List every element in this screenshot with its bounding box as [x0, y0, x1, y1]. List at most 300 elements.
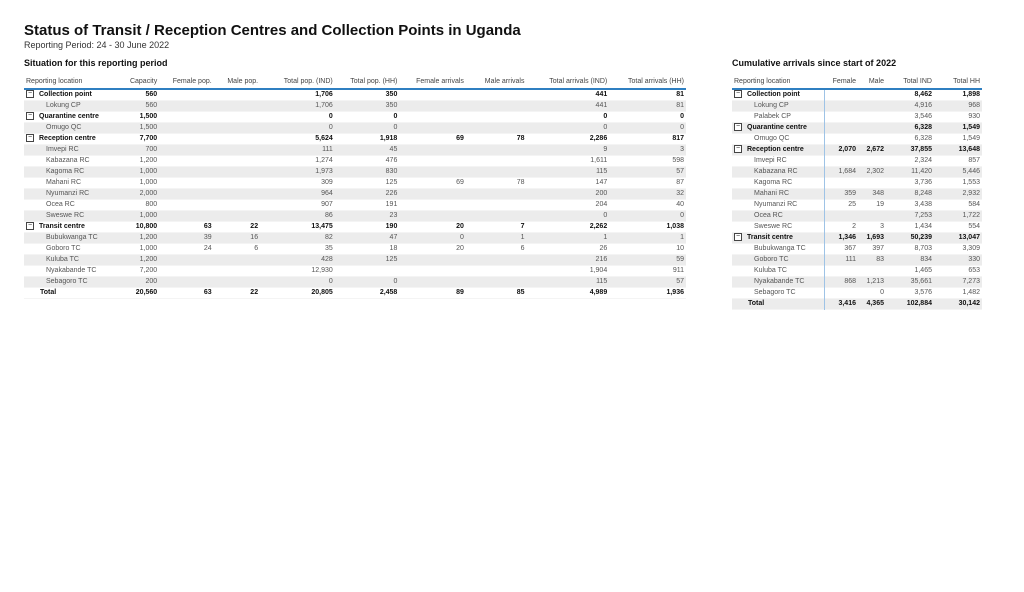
value-cell: 3,416	[824, 299, 858, 310]
cumulative-arrivals-table	[732, 73, 982, 310]
value-cell: 1,000	[139, 179, 158, 186]
value-cell: 7,200	[139, 267, 158, 274]
value-cell: 2,932	[962, 190, 980, 197]
value-cell: 554	[968, 223, 980, 230]
value-cell	[466, 156, 527, 167]
location-label: Reception centre	[747, 146, 804, 153]
minus-box-icon[interactable]: −	[735, 90, 741, 98]
value-cell: 13,648	[958, 146, 980, 153]
value-cell	[824, 156, 858, 167]
value-cell: 13,047	[958, 234, 980, 241]
location-cell	[24, 266, 117, 277]
cumulative-child-row	[732, 101, 982, 112]
value-cell: 57	[676, 168, 684, 175]
period-column-header[interactable]: Total pop. (IND)	[283, 78, 333, 85]
cumulative-child-row	[732, 200, 982, 211]
value-cell: 1,000	[139, 212, 158, 219]
location-cell	[24, 178, 117, 189]
value-cell	[159, 189, 213, 200]
value-cell: 1,038	[666, 223, 684, 230]
value-cell	[824, 288, 858, 299]
value-cell: 226	[385, 190, 398, 197]
value-cell: 0	[680, 124, 684, 131]
value-cell: 800	[145, 201, 158, 208]
value-cell	[214, 189, 260, 200]
value-cell: 22	[250, 223, 259, 230]
value-cell: 2	[824, 222, 858, 233]
value-cell: 111	[824, 255, 858, 266]
location-label: Imvepi RC	[46, 146, 79, 153]
location-label: Mahani RC	[754, 190, 790, 197]
location-label: Goboro TC	[754, 256, 789, 263]
value-cell: 35,661	[910, 278, 932, 285]
value-cell: 39	[203, 234, 212, 241]
value-cell: 1	[520, 234, 525, 241]
value-cell: 45	[389, 146, 398, 153]
value-cell	[159, 211, 213, 222]
section-title-cumulative: Cumulative arrivals since start of 2022	[732, 58, 897, 68]
value-cell	[159, 134, 213, 145]
value-cell: 930	[968, 113, 980, 120]
value-cell: 441	[595, 91, 608, 98]
value-cell: 7	[520, 223, 525, 230]
location-cell	[732, 112, 824, 123]
value-cell	[858, 112, 886, 123]
location-cell	[24, 167, 117, 178]
cumulative-column-header[interactable]: Total IND	[903, 78, 932, 85]
value-cell	[466, 277, 527, 288]
value-cell: 7,253	[914, 212, 932, 219]
value-cell: 47	[389, 234, 398, 241]
value-cell: 20,805	[311, 289, 333, 296]
period-column-header[interactable]: Male arrivals	[484, 78, 525, 85]
value-cell: 598	[672, 157, 684, 164]
value-cell: 85	[516, 289, 525, 296]
value-cell	[399, 112, 466, 123]
value-cell: 30,142	[958, 300, 980, 307]
value-cell: 653	[968, 267, 980, 274]
value-cell: 0	[393, 124, 398, 131]
value-cell	[214, 101, 260, 112]
value-cell	[858, 134, 886, 145]
period-child-row	[24, 101, 686, 112]
cumulative-group-row[interactable]	[732, 89, 982, 101]
value-cell	[466, 101, 527, 112]
minus-box-icon[interactable]: −	[27, 134, 33, 142]
cumulative-child-row	[732, 277, 982, 288]
value-cell: 83	[876, 256, 884, 263]
value-cell: 3	[680, 146, 684, 153]
value-cell	[466, 211, 527, 222]
value-cell	[159, 123, 213, 134]
location-label: Goboro TC	[46, 245, 81, 252]
value-cell: 204	[595, 201, 608, 208]
value-cell: 2,262	[589, 223, 608, 230]
value-cell: 1,500	[139, 124, 158, 131]
value-cell	[214, 156, 260, 167]
value-cell: 63	[203, 289, 212, 296]
value-cell: 6	[520, 245, 525, 252]
location-cell	[732, 156, 824, 167]
value-cell	[858, 178, 886, 189]
minus-box-icon[interactable]: −	[27, 222, 33, 230]
value-cell	[824, 178, 858, 189]
location-label: Sweswe RC	[46, 212, 85, 219]
value-cell: 964	[321, 190, 333, 197]
value-cell: 25	[824, 200, 858, 211]
location-cell	[732, 89, 824, 101]
value-cell: 69	[456, 179, 464, 186]
cumulative-child-row	[732, 222, 982, 233]
value-cell: 0	[603, 212, 608, 219]
period-column-header[interactable]: Total arrivals (HH)	[627, 78, 684, 85]
value-cell	[466, 89, 527, 101]
value-cell: 4,365	[866, 300, 884, 307]
value-cell	[466, 255, 527, 266]
cumulative-child-row	[732, 244, 982, 255]
section-title-reporting-period: Situation for this reporting period	[24, 58, 168, 68]
value-cell	[159, 112, 213, 123]
period-group-row[interactable]	[24, 89, 686, 101]
location-label: Collection point	[747, 91, 800, 98]
value-cell: 560	[145, 91, 158, 98]
value-cell	[466, 112, 527, 123]
period-child-row	[24, 178, 686, 189]
value-cell: 1,898	[962, 91, 980, 98]
period-column-header[interactable]: Reporting location	[26, 78, 83, 85]
value-cell: 147	[595, 179, 608, 186]
value-cell: 5,446	[962, 168, 980, 175]
value-cell	[399, 156, 466, 167]
location-cell	[24, 145, 117, 156]
value-cell: 3,736	[914, 179, 932, 186]
value-cell	[214, 200, 260, 211]
location-label: Total	[748, 300, 765, 307]
cumulative-child-row	[732, 189, 982, 200]
location-cell	[24, 255, 117, 266]
cumulative-column-header[interactable]: Reporting location	[734, 78, 791, 85]
value-cell: 1,706	[315, 91, 333, 98]
value-cell: 10	[676, 245, 684, 252]
location-label: Kuluba TC	[754, 267, 787, 274]
value-cell: 18	[389, 245, 398, 252]
value-cell: 1,200	[139, 234, 158, 241]
cumulative-child-row	[732, 255, 982, 266]
value-cell	[466, 200, 527, 211]
value-cell	[159, 255, 213, 266]
value-cell: 3,438	[914, 201, 932, 208]
location-cell	[24, 222, 117, 233]
value-cell: 1,000	[139, 245, 158, 252]
value-cell	[824, 112, 858, 123]
cumulative-column-header[interactable]: Female	[832, 78, 856, 85]
cumulative-child-row	[732, 156, 982, 167]
location-cell	[732, 222, 824, 233]
location-label: Mahani RC	[46, 179, 82, 186]
value-cell	[824, 266, 858, 277]
value-cell: 560	[145, 102, 158, 109]
minus-box-icon[interactable]: −	[27, 112, 33, 120]
location-cell	[732, 299, 824, 310]
value-cell: 359	[824, 189, 858, 200]
value-cell: 86	[324, 212, 333, 219]
location-label: Lokung CP	[46, 102, 81, 109]
minus-box-icon[interactable]: −	[735, 233, 741, 241]
value-cell	[159, 145, 213, 156]
value-cell: 6	[254, 245, 259, 252]
value-cell: 50,239	[910, 234, 932, 241]
value-cell: 69	[456, 135, 464, 142]
value-cell	[214, 89, 260, 101]
location-label: Transit centre	[39, 223, 85, 230]
cumulative-column-header[interactable]: Total HH	[953, 78, 980, 85]
value-cell: 1,434	[914, 223, 932, 230]
location-cell	[732, 101, 824, 112]
value-cell: 1,973	[315, 168, 333, 175]
value-cell: 23	[389, 212, 398, 219]
value-cell	[214, 145, 260, 156]
minus-box-icon[interactable]: −	[735, 145, 741, 153]
value-cell: 2,000	[139, 190, 158, 197]
value-cell: 6,328	[914, 135, 932, 142]
value-cell: 37,855	[910, 146, 932, 153]
value-cell: 200	[595, 190, 608, 197]
location-label: Kagoma RC	[754, 179, 793, 186]
value-cell: 3,546	[914, 113, 932, 120]
value-cell: 63	[203, 223, 212, 230]
value-cell	[858, 156, 886, 167]
location-cell	[732, 233, 824, 244]
value-cell: 1,000	[139, 168, 158, 175]
location-cell	[732, 244, 824, 255]
period-child-row	[24, 156, 686, 167]
value-cell: 0	[393, 113, 398, 120]
value-cell: 12,930	[311, 267, 333, 274]
period-child-row	[24, 244, 686, 255]
value-cell: 32	[676, 190, 684, 197]
value-cell	[159, 167, 213, 178]
value-cell: 1,346	[824, 233, 858, 244]
location-label: Imvepi RC	[754, 157, 787, 164]
value-cell: 1,611	[590, 157, 608, 164]
value-cell: 1,706	[315, 102, 333, 109]
location-cell	[24, 233, 117, 244]
value-cell: 200	[145, 278, 158, 285]
location-label: Sebagoro TC	[754, 289, 796, 296]
value-cell: 20	[456, 223, 464, 230]
period-column-header[interactable]: Total pop. (HH)	[350, 78, 398, 85]
value-cell: 115	[596, 168, 608, 175]
period-column-header[interactable]: Total arrivals (IND)	[549, 78, 608, 85]
value-cell	[214, 167, 260, 178]
location-cell	[732, 211, 824, 222]
location-label: Omugo QC	[754, 135, 790, 142]
value-cell: 40	[676, 201, 684, 208]
value-cell: 1,465	[914, 267, 932, 274]
value-cell: 82	[324, 234, 333, 241]
value-cell: 868	[824, 277, 858, 288]
location-label: Bubukwanga TC	[754, 245, 806, 252]
cumulative-column-header[interactable]: Male	[868, 78, 884, 85]
value-cell: 1,200	[139, 157, 158, 164]
value-cell: 367	[824, 244, 858, 255]
location-label: Palabek CP	[754, 113, 791, 120]
cumulative-group-row[interactable]	[732, 145, 982, 156]
value-cell: 1,904	[589, 267, 608, 274]
cumulative-child-row	[732, 167, 982, 178]
value-cell	[159, 277, 213, 288]
value-cell	[214, 211, 260, 222]
reporting-period-table	[24, 73, 686, 299]
value-cell: 0	[603, 113, 608, 120]
location-cell	[24, 211, 117, 222]
location-label: Transit centre	[747, 234, 793, 241]
value-cell: 20	[456, 245, 464, 252]
value-cell	[824, 123, 858, 134]
period-child-row	[24, 255, 686, 266]
value-cell	[466, 123, 527, 134]
value-cell: 907	[321, 201, 333, 208]
location-cell	[24, 277, 117, 288]
value-cell: 968	[968, 102, 980, 109]
value-cell: 1,936	[666, 289, 684, 296]
value-cell: 309	[321, 179, 333, 186]
value-cell	[466, 266, 527, 277]
location-cell	[24, 200, 117, 211]
value-cell: 5,624	[315, 135, 333, 142]
location-cell	[732, 167, 824, 178]
minus-box-icon[interactable]: −	[27, 90, 33, 98]
value-cell	[159, 101, 213, 112]
value-cell	[399, 101, 466, 112]
value-cell: 397	[872, 245, 884, 252]
value-cell	[159, 156, 213, 167]
value-cell: 2,286	[589, 135, 608, 142]
value-cell: 348	[872, 190, 884, 197]
value-cell	[335, 266, 400, 277]
location-cell	[24, 134, 117, 145]
value-cell: 22	[250, 289, 259, 296]
location-cell	[732, 200, 824, 211]
value-cell: 911	[672, 267, 684, 274]
value-cell: 6,328	[914, 124, 932, 131]
cumulative-total-row	[732, 299, 982, 310]
period-column-header[interactable]: Female arrivals	[416, 78, 464, 85]
value-cell	[399, 266, 466, 277]
value-cell: 0	[460, 234, 464, 241]
value-cell	[399, 167, 466, 178]
value-cell: 0	[680, 212, 684, 219]
value-cell: 1,213	[866, 278, 884, 285]
value-cell: 3,576	[914, 289, 932, 296]
location-cell	[24, 244, 117, 255]
cumulative-child-row	[732, 112, 982, 123]
location-label: Quarantine centre	[747, 124, 807, 131]
location-label: Nyumanzi RC	[46, 190, 90, 197]
location-label: Quarantine centre	[39, 113, 99, 120]
value-cell: 1	[603, 234, 608, 241]
value-cell: 350	[385, 102, 398, 109]
value-cell: 428	[321, 256, 333, 263]
value-cell	[399, 189, 466, 200]
location-cell	[24, 156, 117, 167]
value-cell: 216	[595, 256, 608, 263]
cumulative-child-row	[732, 288, 982, 299]
cumulative-child-row	[732, 266, 982, 277]
value-cell: 19	[876, 201, 884, 208]
minus-box-icon[interactable]: −	[735, 123, 741, 131]
value-cell: 111	[322, 146, 333, 153]
value-cell: 102,884	[906, 300, 932, 307]
cumulative-group-row[interactable]	[732, 233, 982, 244]
value-cell: 1,200	[139, 256, 158, 263]
value-cell: 1	[680, 234, 684, 241]
value-cell	[159, 200, 213, 211]
value-cell	[858, 266, 886, 277]
value-cell: 24	[203, 245, 212, 252]
period-group-row[interactable]	[24, 222, 686, 233]
value-cell: 700	[145, 146, 158, 153]
period-column-header[interactable]: Capacity	[129, 78, 158, 85]
location-cell	[24, 123, 117, 134]
period-group-row[interactable]	[24, 112, 686, 123]
value-cell: 11,420	[911, 168, 932, 175]
location-cell	[732, 123, 824, 134]
value-cell: 1,918	[379, 135, 398, 142]
location-label: Sebagoro TC	[46, 278, 88, 285]
period-child-row	[24, 277, 686, 288]
value-cell	[399, 255, 466, 266]
value-cell: 26	[599, 245, 608, 252]
period-column-header[interactable]: Female pop.	[172, 78, 212, 85]
cumulative-group-row[interactable]	[732, 123, 982, 134]
value-cell	[858, 89, 886, 101]
value-cell	[824, 89, 858, 101]
value-cell: 0	[393, 278, 398, 285]
value-cell	[466, 189, 527, 200]
location-label: Ocea RC	[46, 201, 75, 208]
location-label: Nyumanzi RC	[754, 201, 798, 208]
period-child-row	[24, 200, 686, 211]
location-cell	[732, 255, 824, 266]
period-group-row[interactable]	[24, 134, 686, 145]
value-cell: 1,553	[962, 179, 980, 186]
value-cell	[399, 211, 466, 222]
value-cell: 3	[880, 223, 884, 230]
value-cell: 35	[324, 245, 333, 252]
period-child-row	[24, 266, 686, 277]
value-cell: 2,302	[866, 168, 884, 175]
period-column-header[interactable]: Male pop.	[227, 78, 259, 85]
location-cell	[732, 189, 824, 200]
location-cell	[732, 266, 824, 277]
value-cell: 441	[595, 102, 608, 109]
location-label: Nyakabande TC	[754, 278, 805, 285]
value-cell: 3,309	[962, 245, 980, 252]
value-cell	[824, 134, 858, 145]
value-cell: 81	[676, 91, 684, 98]
location-cell	[24, 101, 117, 112]
location-cell	[732, 145, 824, 156]
location-cell	[24, 112, 117, 123]
location-label: Omugo QC	[46, 124, 82, 131]
cumulative-child-row	[732, 134, 982, 145]
period-child-row	[24, 123, 686, 134]
value-cell: 87	[676, 179, 684, 186]
value-cell: 1,693	[866, 234, 884, 241]
value-cell: 20,560	[135, 289, 158, 296]
period-child-row	[24, 145, 686, 156]
